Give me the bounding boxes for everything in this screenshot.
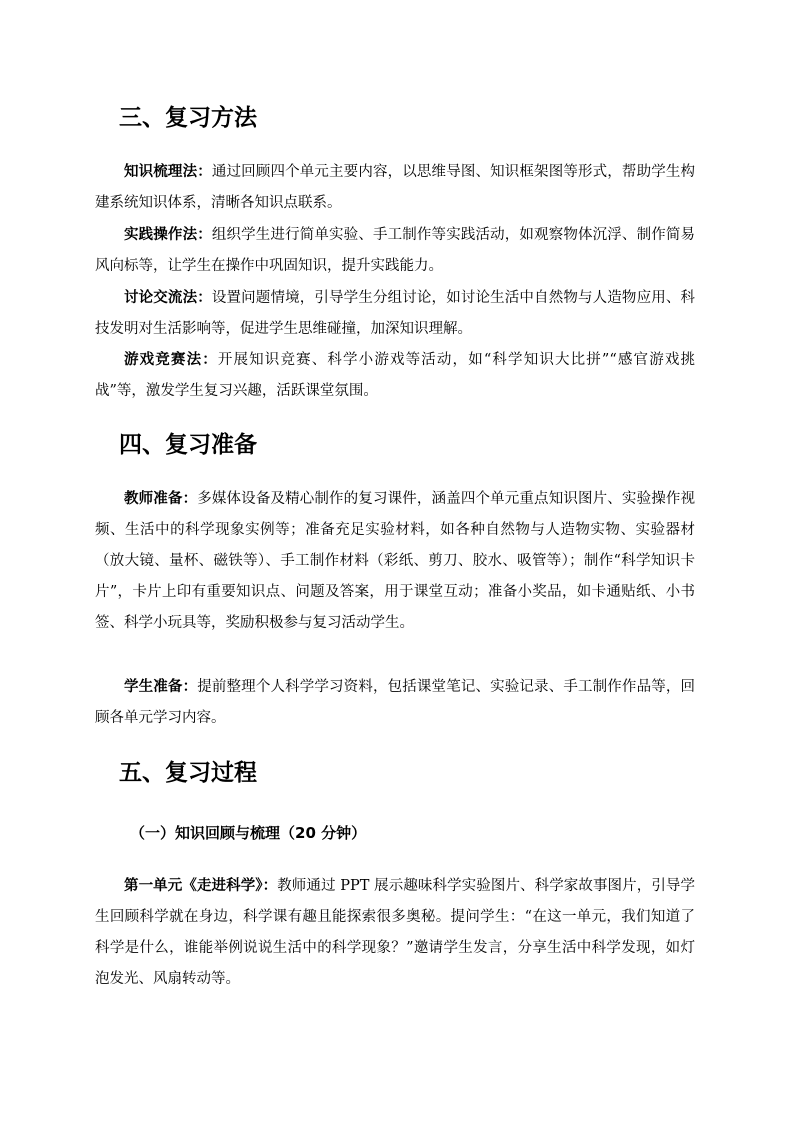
paragraph-text: 通过回顾四个单元主要内容，以思维导图、知识框架图等形式，帮助学生构建系统知识体系，清晰各知识点联系。 — [95, 164, 696, 211]
paragraph-term: 教师准备： — [124, 491, 198, 507]
paragraph-knowledge-sorting — [95, 157, 695, 219]
paragraph-term: 讨论交流法： — [124, 290, 212, 306]
paragraph-term: 知识梳理法： — [124, 164, 212, 180]
paragraph-text: 设置问题情境，引导学生分组讨论，如讨论生活中自然物与人造物应用、科技发明对生活影响等，促进学生思维碰撞，加深知识理解。 — [95, 290, 696, 337]
paragraph-text: 开展知识竞赛、科学小游戏等活动，如“科学知识大比拼”“感官游戏挑战”等，激发学生复习兴趣，活跃课堂氛围。 — [95, 352, 695, 399]
section-heading-preparation: 四、复习准备 — [119, 432, 257, 458]
paragraph-unit-one — [95, 871, 695, 995]
paragraph-term: 游戏竞赛法： — [124, 352, 218, 368]
section-heading-process: 五、复习过程 — [119, 760, 257, 786]
section-heading-methods: 三、复习方法 — [119, 105, 257, 131]
paragraph-text: 提前整理个人科学学习资料，包括课堂笔记、实验记录、手工制作作品等，回顾各单元学习内容。 — [95, 679, 696, 726]
paragraph-term: 第一单元《走进科学》： — [124, 878, 278, 894]
paragraph-text: 多媒体设备及精心制作的复习课件，涵盖四个单元重点知识图片、实验操作视频、生活中的科学现象实例等；准备充足实验材料，如各种自然物与人造物实物、实验器材（放大镜、量杯、磁铁等）、手工制作材料（彩纸、剪刀、胶水、吸管等）；制作“科学知识卡片”，卡片上印有重要知识点、问题及答案，用于课堂互动；准备小奖品，如卡通贴纸、小书签、科学小玩具等，奖励积极参与复习活动学生。 — [95, 491, 696, 631]
paragraph-text: 教师通过 PPT 展示趣味科学实验图片、科学家故事图片，引导学生回顾科学就在身边，科学课有趣且能探索很多奥秘。提问学生：“在这一单元，我们知道了科学是什么，谁能举例说说生活中的科学现象？”邀请学生发言，分享生活中科学发现，如灯泡发光、风扇转动等。 — [95, 878, 695, 987]
paragraph-term: 学生准备： — [124, 679, 198, 695]
paragraph-game-competition — [95, 345, 695, 407]
paragraph-term: 实践操作法： — [124, 227, 212, 243]
paragraph-student-prep — [95, 672, 695, 734]
paragraph-practice — [95, 220, 695, 282]
paragraph-teacher-prep — [95, 484, 695, 639]
subsection-heading-review: （一）知识回顾与梳理（20 分钟） — [130, 824, 367, 842]
paragraph-text: 组织学生进行简单实验、手工制作等实践活动，如观察物体沉浮、制作简易风向标等，让学生在操作中巩固知识，提升实践能力。 — [95, 227, 696, 274]
paragraph-discussion — [95, 283, 695, 345]
